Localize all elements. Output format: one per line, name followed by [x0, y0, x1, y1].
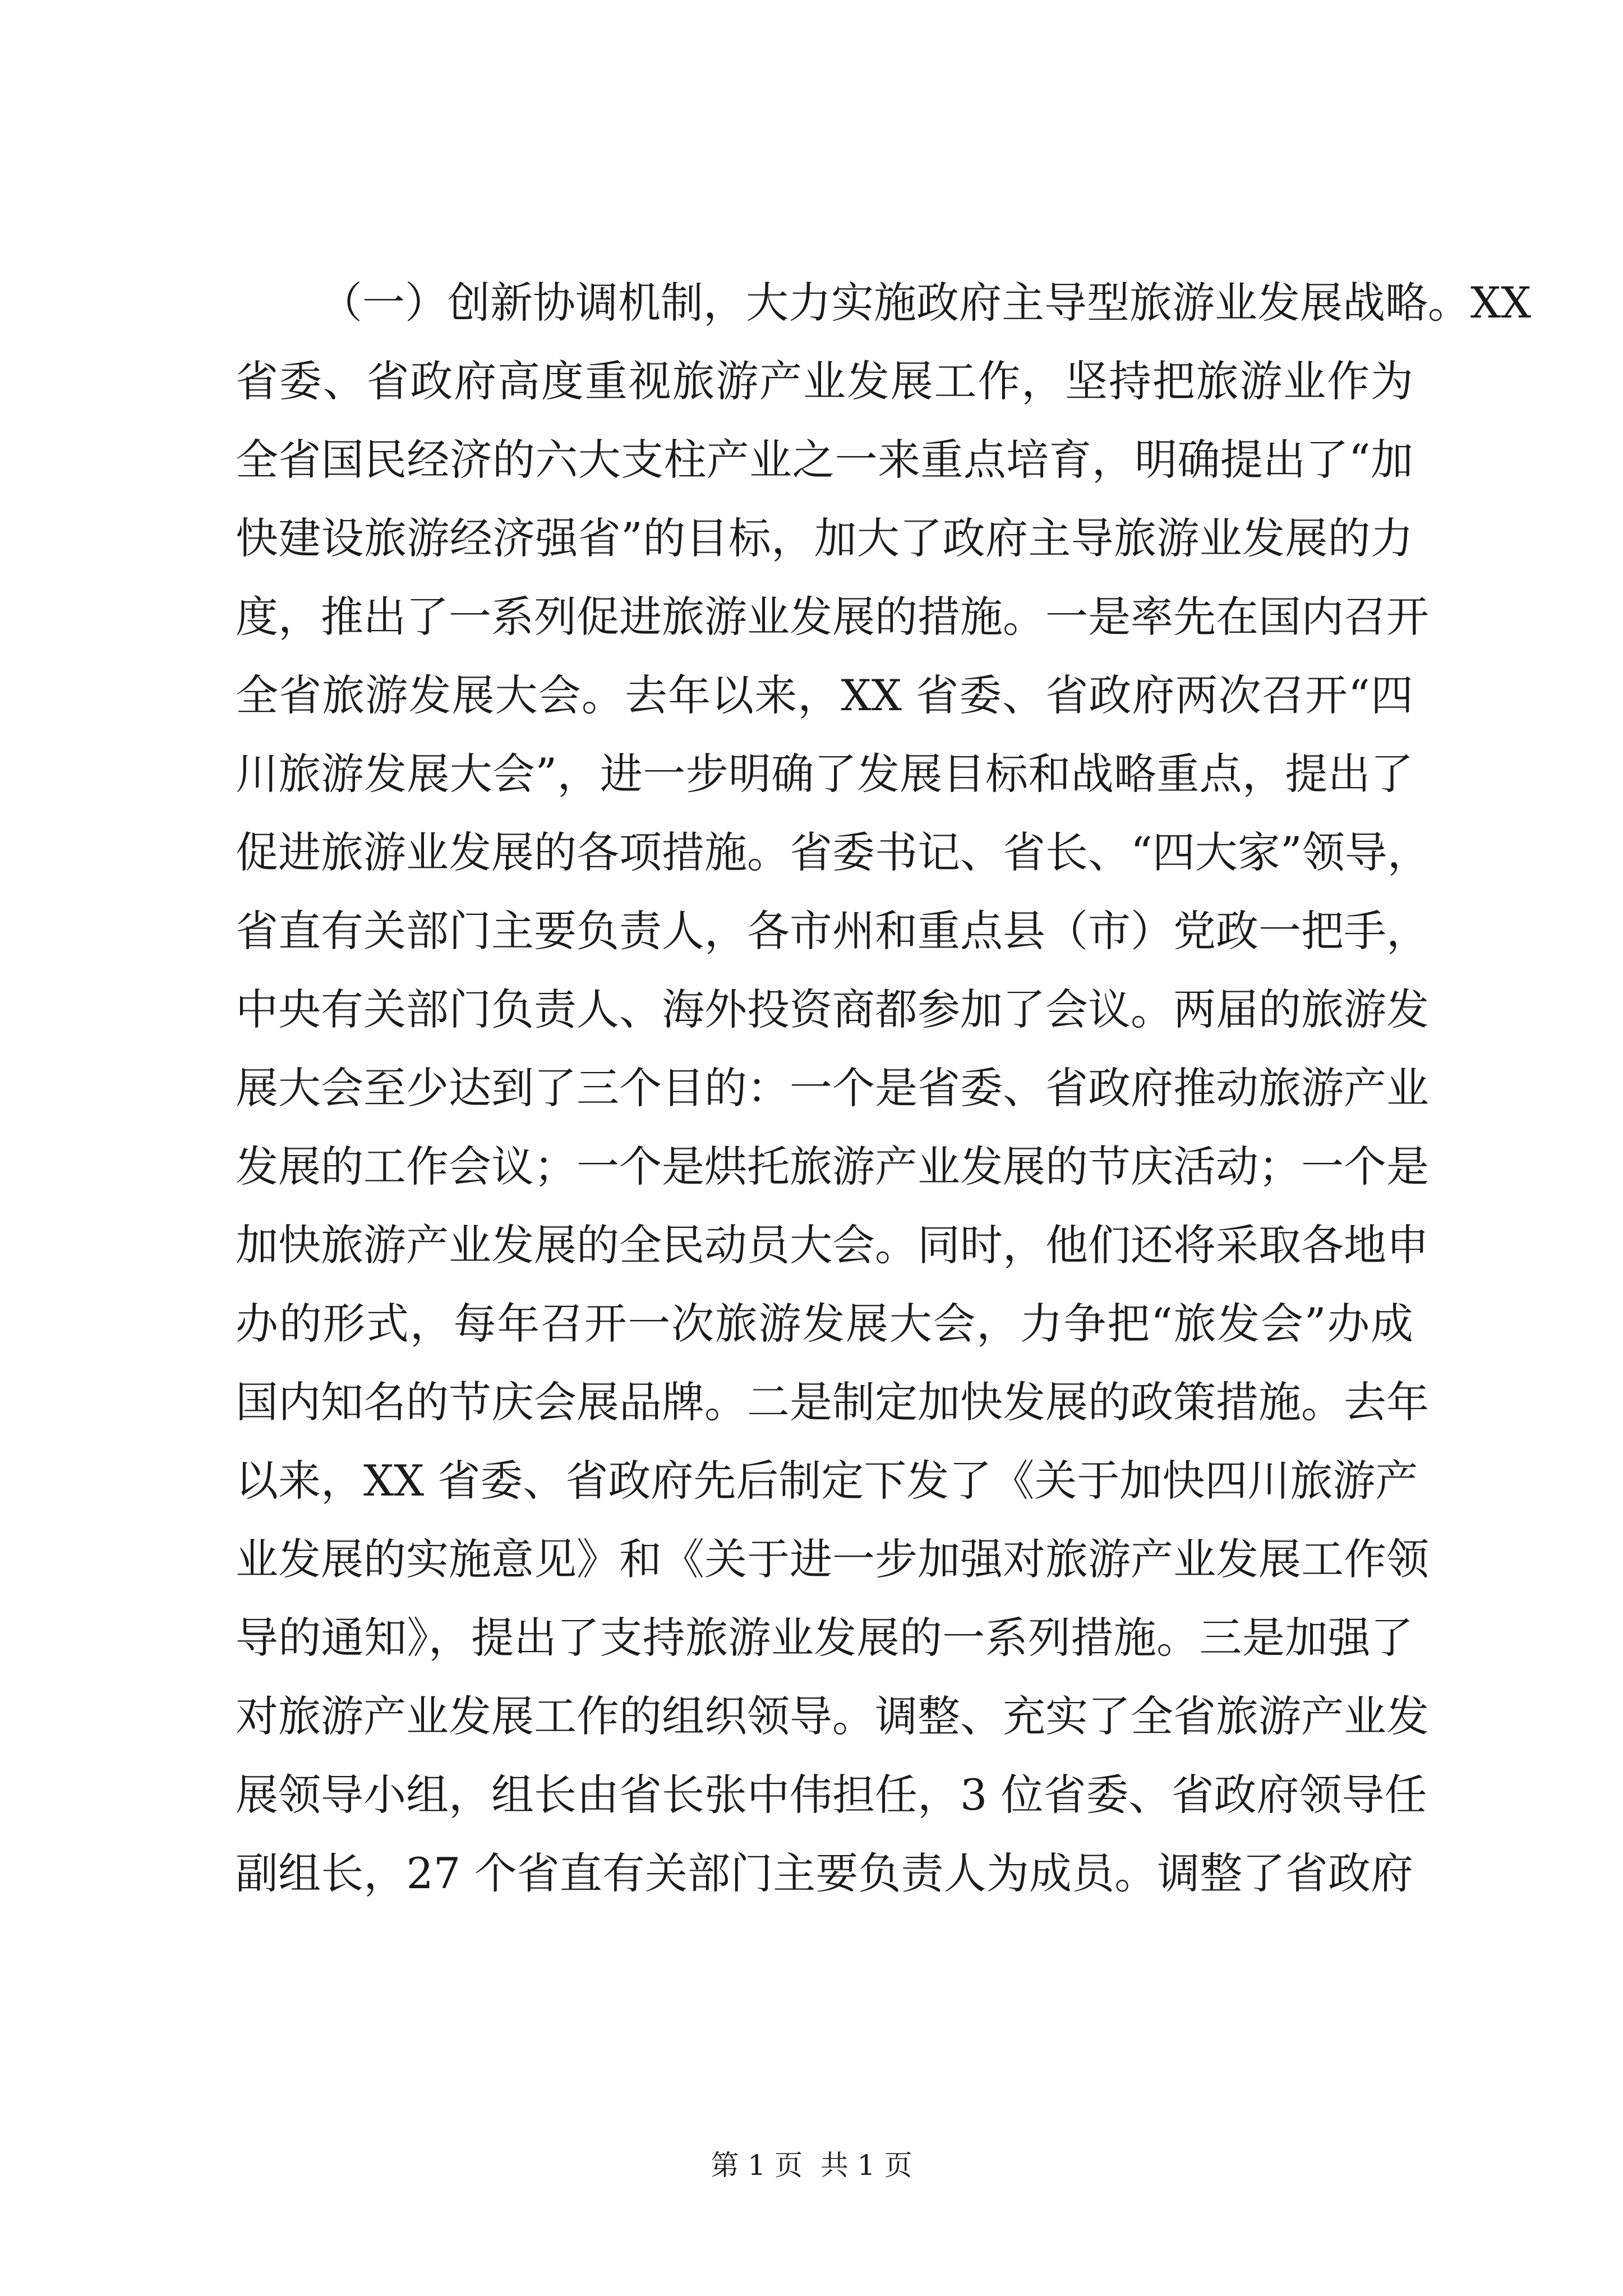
- page-number-footer: 第 1 页 共 1 页: [711, 2149, 912, 2182]
- paragraph-line: 全省旅游发展大会。去年以来，XX 省委、省政府两次召开“四: [236, 670, 1413, 720]
- paragraph-line: 以来，XX 省委、省政府先后制定下发了《关于加快四川旅游产: [236, 1456, 1418, 1506]
- paragraph-line: 川旅游发展大会”，进一步明确了发展目标和战略重点，提出了: [236, 749, 1413, 799]
- paragraph-line: 对旅游产业发展工作的组织领导。调整、充实了全省旅游产业发: [236, 1691, 1429, 1741]
- paragraph-line: 发展的工作会议；一个是烘托旅游产业发展的节庆活动；一个是: [236, 1142, 1429, 1191]
- paragraph-line: 导的通知》，提出了支持旅游业发展的一系列措施。三是加强了: [236, 1613, 1413, 1663]
- paragraph-line: 业发展的实施意见》和《关于进一步加强对旅游产业发展工作领: [236, 1534, 1429, 1584]
- paragraph-line: 省直有关部门主要负责人，各市州和重点县（市）党政一把手，: [236, 906, 1429, 956]
- paragraph-line: 国内知名的节庆会展品牌。二是制定加快发展的政策措施。去年: [236, 1377, 1429, 1427]
- paragraph-line: 省委、省政府高度重视旅游产业发展工作，坚持把旅游业作为: [236, 356, 1413, 406]
- paragraph-line: 全省国民经济的六大支柱产业之一来重点培育，明确提出了“加: [236, 435, 1413, 485]
- paragraph-line: 中央有关部门负责人、海外投资商都参加了会议。两届的旅游发: [236, 984, 1429, 1034]
- paragraph-line: 展大会至少达到了三个目的：一个是省委、省政府推动旅游产业: [236, 1063, 1429, 1113]
- paragraph-line: 办的形式，每年召开一次旅游发展大会，力争把“旅发会”办成: [236, 1299, 1413, 1349]
- paragraph-line: （一）创新协调机制，大力实施政府主导型旅游业发展战略。XX: [320, 278, 1532, 328]
- paragraph-line: 促进旅游业发展的各项措施。省委书记、省长、“四大家”领导，: [236, 827, 1430, 877]
- paragraph-line: 副组长，27 个省直有关部门主要负责人为成员。调整了省政府: [236, 1848, 1413, 1898]
- paragraph-line: 展领导小组，组长由省长张中伟担任，3 位省委、省政府领导任: [236, 1770, 1427, 1820]
- paragraph-line: 加快旅游产业发展的全民动员大会。同时，他们还将采取各地申: [236, 1220, 1429, 1270]
- body-paragraph: [236, 264, 1532, 1913]
- paragraph-line: 度，推出了一系列促进旅游业发展的措施。一是率先在国内召开: [236, 592, 1429, 642]
- paragraph-line: 快建设旅游经济强省”的目标，加大了政府主导旅游业发展的力: [236, 513, 1413, 563]
